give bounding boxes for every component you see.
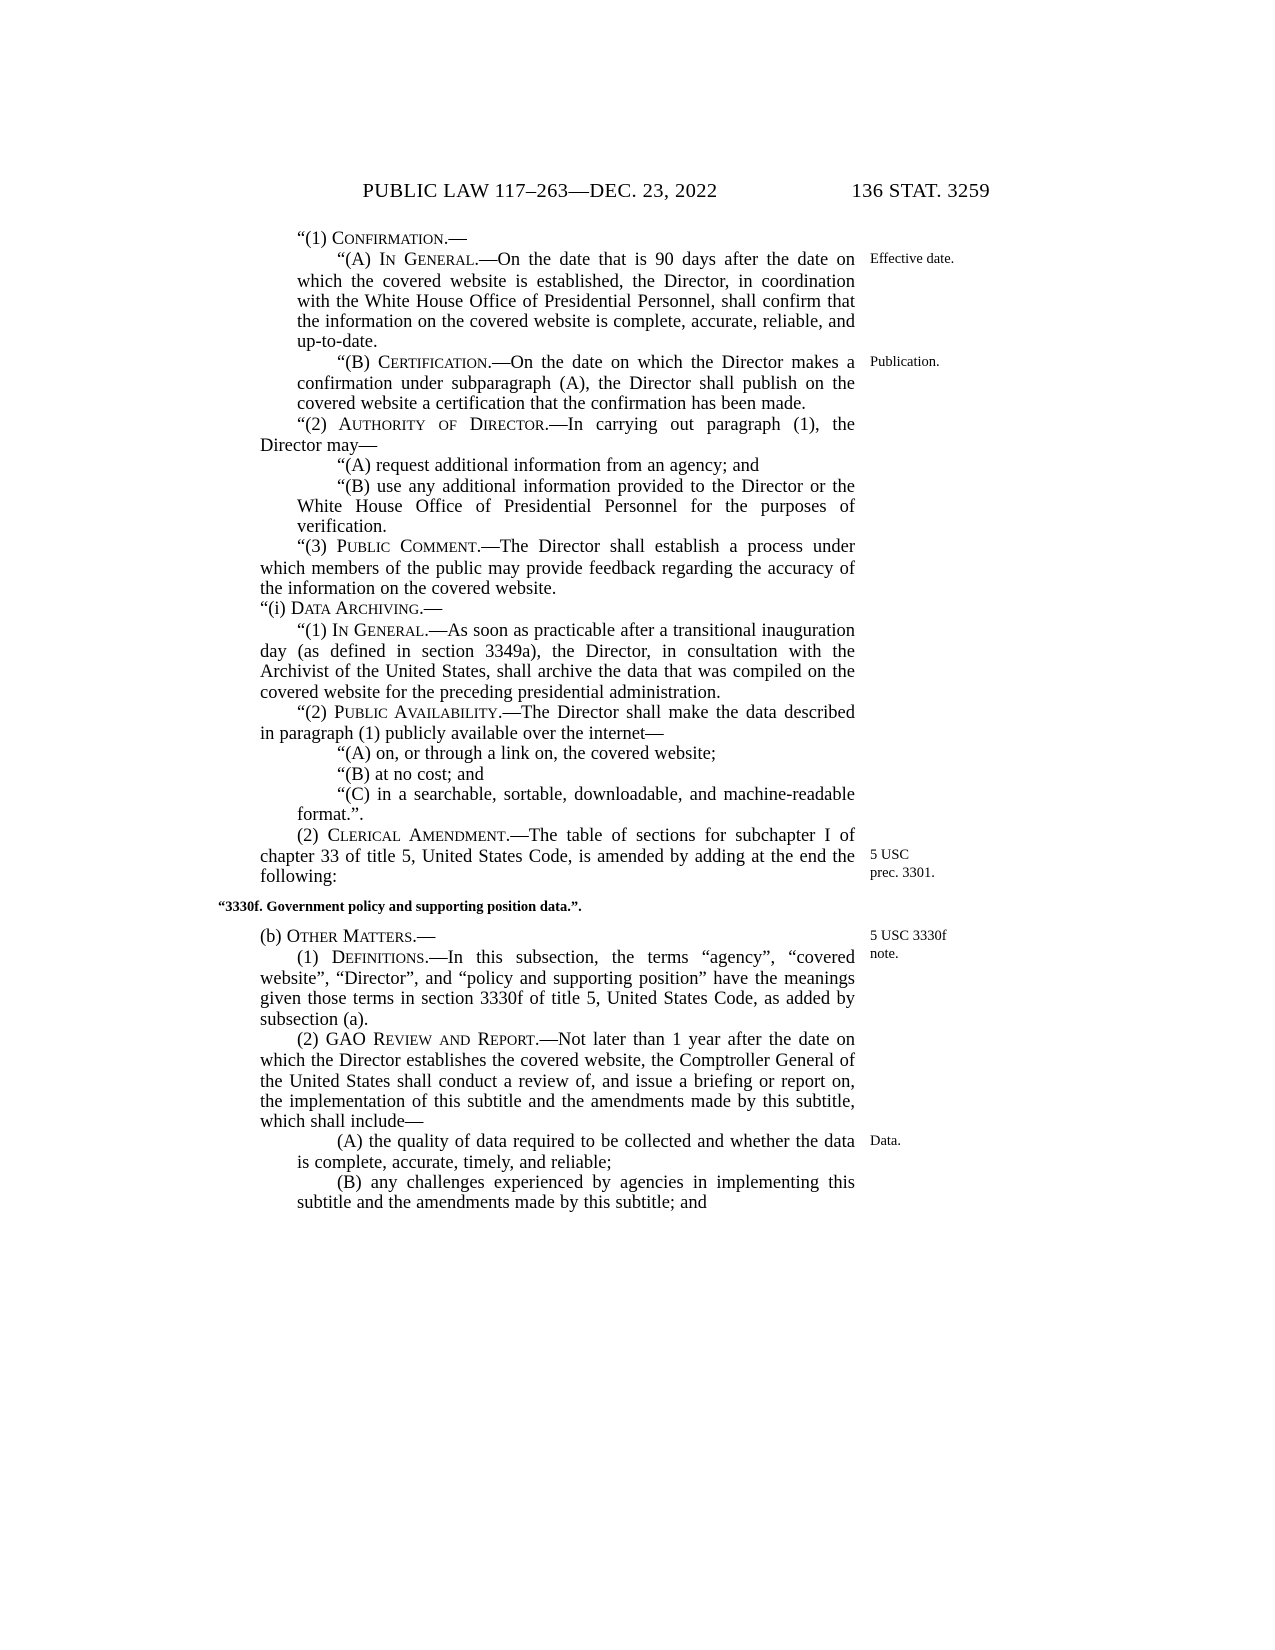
para-1-confirmation: “(1) CONFIRMATION.—: [297, 229, 467, 249]
para-b2A-data-quality: (A) the quality of data required to be collected and whether the data is complete, accurate, timely, and reliable; Data.: [297, 1132, 855, 1173]
small-caps-heading: CONFIRMATION: [331, 229, 444, 249]
para-2-clerical-amendment: (2) CLERICAL AMENDMENT.—The table of sections for subchapter I of chapter 33 of title 5, United States Code, is amended by adding at the end the following: 5 USC prec. 3301.: [260, 826, 855, 888]
para-i2A-link: “(A) on, or through a link on, the covered website;: [337, 744, 717, 765]
para-2B-use-info: “(B) use any additional information provided to the Director or the White House Office of Presidential Personnel for the purposes of verification.: [297, 476, 855, 538]
para-i2-public-availability: “(2) PUBLIC AVAILABILITY.—The Director shall make the data described in paragraph (1) publicly available over the internet—: [260, 702, 855, 745]
para-b2B-challenges: (B) any challenges experienced by agencies in implementing this subtitle and the amendments made by this subtitle; and: [297, 1173, 855, 1214]
para-i-data-archiving: “(i) DATA ARCHIVING.—: [260, 599, 443, 620]
table-of-sections-entry: “3330f. Government policy and supporting position data.”.: [218, 898, 582, 915]
small-caps-heading: IN GENERAL: [379, 250, 475, 271]
small-caps-heading: CLERICAL AMENDMENT: [327, 825, 506, 846]
header-stat-number: 136 STAT. 3259: [851, 180, 990, 202]
para-1B-certification: “(B) CERTIFICATION.—On the date on which the Director makes a confirmation under subparagraph (A), the Director shall publish on the covered website a certification that the confirmation has been made. Publication.: [297, 353, 855, 415]
document-body: [218, 229, 955, 1214]
para-b2-gao-review-and-report: (2) GAO REVIEW AND REPORT.—Not later than 1 year after the date on which the Director establishes the covered website, the Comptroller General of the United States shall conduct a review of, and issue a briefing or report on, the implementation of this subtitle and the amendments made by this subtitle, which shall include—: [260, 1029, 856, 1133]
para-3-public-comment: “(3) PUBLIC COMMENT.—The Director shall establish a process under which members of the public may provide feedback regarding the accuracy of the information on the covered website.: [260, 537, 855, 600]
page-header: [260, 180, 990, 203]
para-b1-definitions: (1) DEFINITIONS.—In this subsection, the terms “agency”, “covered website”, “Director”, and “policy and supporting position” have the meanings given those terms in section 3330f of title 5, United States Code, as added by subsection (a).: [260, 947, 855, 1030]
para-1A-in-general: “(A) IN GENERAL.—On the date that is 90 days after the date on which the covered website is established, the Director, in coordination with the White House Office of Presidential Personnel, shall confirm that the information on the covered website is complete, accurate, reliable, and up-to-date. Effective date.: [297, 250, 855, 352]
margin-note-5usc-3330f-note: 5 USC 3330f note.: [870, 927, 947, 962]
para-i1-in-general: “(1) IN GENERAL.—As soon as practicable after a transitional inauguration day (as defined in section 3349a), the Director, in consultation with the Archivist of the United States, shall archive the data that was compiled on the covered website for the preceding presidential administration.: [260, 620, 855, 703]
small-caps-heading: OTHER MATTERS: [286, 926, 413, 947]
small-caps-heading: AUTHORITY OF DIRECTOR: [338, 414, 545, 435]
para-i2B-no-cost: “(B) at no cost; and: [337, 764, 484, 785]
margin-note-effective-date: Effective date.: [870, 251, 955, 268]
small-caps-heading: GAO REVIEW AND REPORT: [325, 1029, 535, 1050]
para-b-other-matters: (b) OTHER MATTERS.— 5 USC 3330f note.: [260, 927, 855, 948]
margin-note-data: Data.: [870, 1133, 901, 1150]
small-caps-heading: DEFINITIONS: [331, 947, 425, 968]
para-2-authority-of-director: “(2) AUTHORITY OF DIRECTOR.—In carrying out paragraph (1), the Director may—: [260, 414, 856, 456]
para-i2C-format: “(C) in a searchable, sortable, downloadable, and machine-readable format.”.: [297, 785, 855, 826]
small-caps-heading: CERTIFICATION: [378, 352, 488, 373]
small-caps-heading: DATA ARCHIVING: [290, 599, 420, 620]
header-law-title: PUBLIC LAW 117–263—DEC. 23, 2022: [362, 180, 718, 202]
small-caps-heading: PUBLIC COMMENT: [336, 537, 477, 558]
margin-note-5usc-prec-3301: 5 USC prec. 3301.: [870, 846, 935, 881]
para-2A-request-info: “(A) request additional information from an agency; and: [337, 456, 760, 477]
margin-note-publication: Publication.: [870, 353, 940, 370]
small-caps-heading: IN GENERAL: [332, 620, 425, 641]
small-caps-heading: PUBLIC AVAILABILITY: [334, 702, 498, 723]
